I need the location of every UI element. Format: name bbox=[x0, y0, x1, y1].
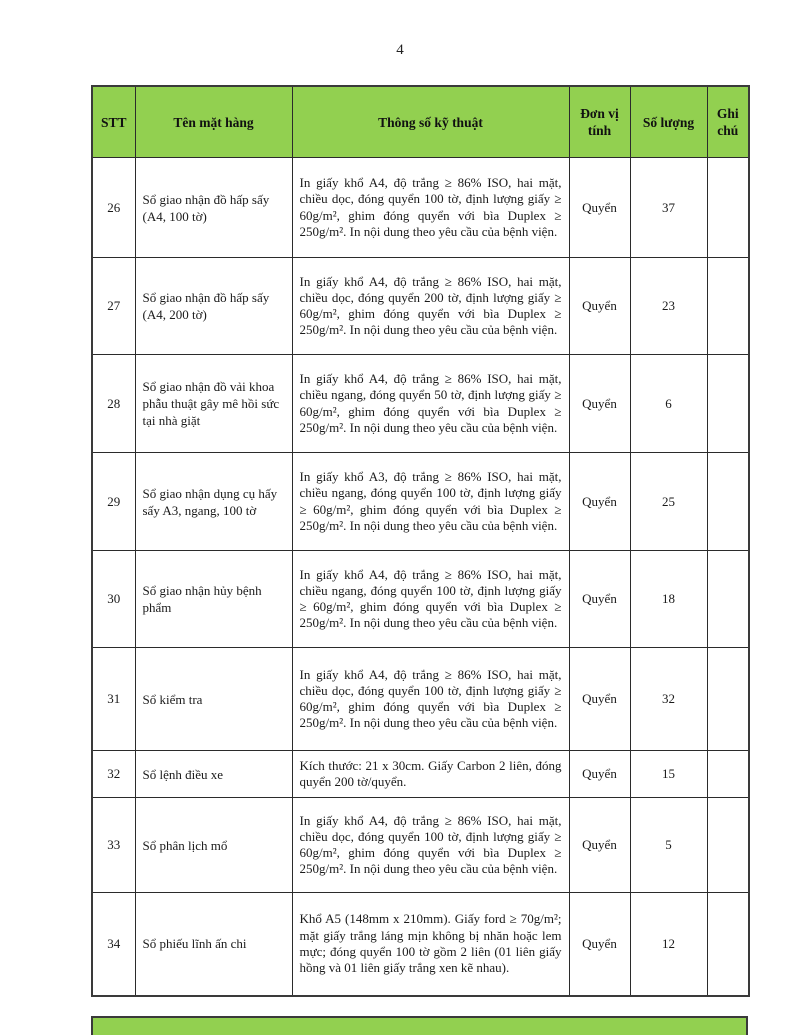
row-unit: Quyển bbox=[569, 551, 630, 648]
row-note bbox=[707, 893, 749, 996]
table-row bbox=[92, 798, 749, 893]
table-row bbox=[92, 648, 749, 751]
row-qty: 25 bbox=[630, 453, 707, 551]
row-spec: In giấy khổ A4, độ trắng ≥ 86% ISO, hai mặt, chiều dọc, đóng quyển 100 tờ, định lượng giấy ≥ 60g/m², ghim đóng quyển với bìa Duplex ≥ 250g/m². In nội dung theo yêu cầu của bệnh viện. bbox=[292, 648, 569, 751]
next-page-header-strip bbox=[91, 1016, 748, 1035]
row-note bbox=[707, 258, 749, 355]
col-header-stt: STT bbox=[92, 86, 135, 158]
row-qty: 18 bbox=[630, 551, 707, 648]
table-header bbox=[92, 86, 749, 158]
row-qty: 32 bbox=[630, 648, 707, 751]
row-spec: Khổ A5 (148mm x 210mm). Giấy ford ≥ 70g/m²; mặt giấy trắng láng mịn không bị nhăn hoặc lem mực; đóng quyển 100 tờ gồm 2 liên (01 liên giấy hồng và 01 liên giấy trắng xen kẽ nhau). bbox=[292, 893, 569, 996]
row-unit: Quyển bbox=[569, 258, 630, 355]
row-item-name: Sổ kiểm tra bbox=[135, 648, 292, 751]
row-item-name: Sổ giao nhận dụng cụ hấy sấy A3, ngang, 100 tờ bbox=[135, 453, 292, 551]
row-unit: Quyển bbox=[569, 453, 630, 551]
row-unit: Quyển bbox=[569, 648, 630, 751]
page-number: 4 bbox=[396, 42, 404, 58]
row-unit: Quyển bbox=[569, 751, 630, 798]
row-note bbox=[707, 453, 749, 551]
table-row bbox=[92, 158, 749, 258]
row-item-name: Sổ giao nhận đồ hấp sấy (A4, 100 tờ) bbox=[135, 158, 292, 258]
items-table bbox=[91, 85, 750, 997]
row-item-name: Sổ phiếu lĩnh ấn chi bbox=[135, 893, 292, 996]
row-stt: 32 bbox=[92, 751, 135, 798]
row-item-name: Sổ giao nhận đồ vải khoa phẫu thuật gây mê hồi sức tại nhà giặt bbox=[135, 355, 292, 453]
row-note bbox=[707, 798, 749, 893]
row-item-name: Sổ giao nhận đồ hấp sấy (A4, 200 tờ) bbox=[135, 258, 292, 355]
row-stt: 30 bbox=[92, 551, 135, 648]
table-row bbox=[92, 893, 749, 996]
row-qty: 12 bbox=[630, 893, 707, 996]
row-spec: In giấy khổ A4, độ trắng ≥ 86% ISO, hai mặt, chiều dọc, đóng quyển 100 tờ, định lượng giấy ≥ 60g/m², ghim đóng quyển với bìa Duplex ≥ 250g/m². In nội dung theo yêu cầu của bệnh viện. bbox=[292, 798, 569, 893]
row-stt: 34 bbox=[92, 893, 135, 996]
row-note bbox=[707, 551, 749, 648]
row-note bbox=[707, 751, 749, 798]
row-unit: Quyển bbox=[569, 798, 630, 893]
table-row bbox=[92, 258, 749, 355]
row-stt: 28 bbox=[92, 355, 135, 453]
row-qty: 37 bbox=[630, 158, 707, 258]
row-spec: In giấy khổ A4, độ trắng ≥ 86% ISO, hai mặt, chiều dọc, đóng quyển 100 tờ, định lượng giấy ≥ 60g/m², ghim đóng quyển với bìa Duplex ≥ 250g/m². In nội dung theo yêu cầu của bệnh viện. bbox=[292, 158, 569, 258]
row-stt: 29 bbox=[92, 453, 135, 551]
col-header-spec: Thông số kỹ thuật bbox=[292, 86, 569, 158]
table-header-row bbox=[92, 86, 749, 158]
row-spec: Kích thước: 21 x 30cm. Giấy Carbon 2 liên, đóng quyển 200 tờ/quyển. bbox=[292, 751, 569, 798]
row-qty: 6 bbox=[630, 355, 707, 453]
row-stt: 33 bbox=[92, 798, 135, 893]
row-spec: In giấy khổ A3, độ trắng ≥ 86% ISO, hai mặt, chiều ngang, đóng quyển 100 tờ, định lượng giấy ≥ 60g/m², ghim đóng quyển với bìa Duplex ≥ 250g/m². In nội dung theo yêu cầu của bệnh viện. bbox=[292, 453, 569, 551]
row-unit: Quyển bbox=[569, 893, 630, 996]
row-item-name: Sổ lệnh điều xe bbox=[135, 751, 292, 798]
row-stt: 27 bbox=[92, 258, 135, 355]
row-spec: In giấy khổ A4, độ trắng ≥ 86% ISO, hai mặt, chiều dọc, đóng quyển 200 tờ, định lượng giấy ≥ 60g/m², ghim đóng quyển với bìa Duplex ≥ 250g/m². In nội dung theo yêu cầu của bệnh viện. bbox=[292, 258, 569, 355]
row-unit: Quyển bbox=[569, 158, 630, 258]
col-header-item: Tên mặt hàng bbox=[135, 86, 292, 158]
row-item-name: Sổ giao nhận hủy bệnh phẩm bbox=[135, 551, 292, 648]
col-header-unit: Đơn vị tính bbox=[569, 86, 630, 158]
col-header-note: Ghi chú bbox=[707, 86, 749, 158]
row-stt: 26 bbox=[92, 158, 135, 258]
row-stt: 31 bbox=[92, 648, 135, 751]
row-qty: 15 bbox=[630, 751, 707, 798]
row-unit: Quyển bbox=[569, 355, 630, 453]
row-spec: In giấy khổ A4, độ trắng ≥ 86% ISO, hai mặt, chiều ngang, đóng quyển 100 tờ, định lượng giấy ≥ 60g/m², ghim đóng quyển với bìa Duplex ≥ 250g/m². In nội dung theo yêu cầu của bệnh viện. bbox=[292, 551, 569, 648]
row-note bbox=[707, 158, 749, 258]
table-body bbox=[92, 158, 749, 996]
col-header-qty: Số lượng bbox=[630, 86, 707, 158]
table-row bbox=[92, 551, 749, 648]
table-row bbox=[92, 453, 749, 551]
row-qty: 5 bbox=[630, 798, 707, 893]
row-qty: 23 bbox=[630, 258, 707, 355]
row-note bbox=[707, 355, 749, 453]
table-row bbox=[92, 355, 749, 453]
row-item-name: Sổ phân lịch mổ bbox=[135, 798, 292, 893]
row-spec: In giấy khổ A4, độ trắng ≥ 86% ISO, hai mặt, chiều ngang, đóng quyển 50 tờ, định lượng giấy ≥ 60g/m², ghim đóng quyển với bìa Duplex ≥ 250g/m². In nội dung theo yêu cầu của bệnh viện. bbox=[292, 355, 569, 453]
row-note bbox=[707, 648, 749, 751]
table-row bbox=[92, 751, 749, 798]
